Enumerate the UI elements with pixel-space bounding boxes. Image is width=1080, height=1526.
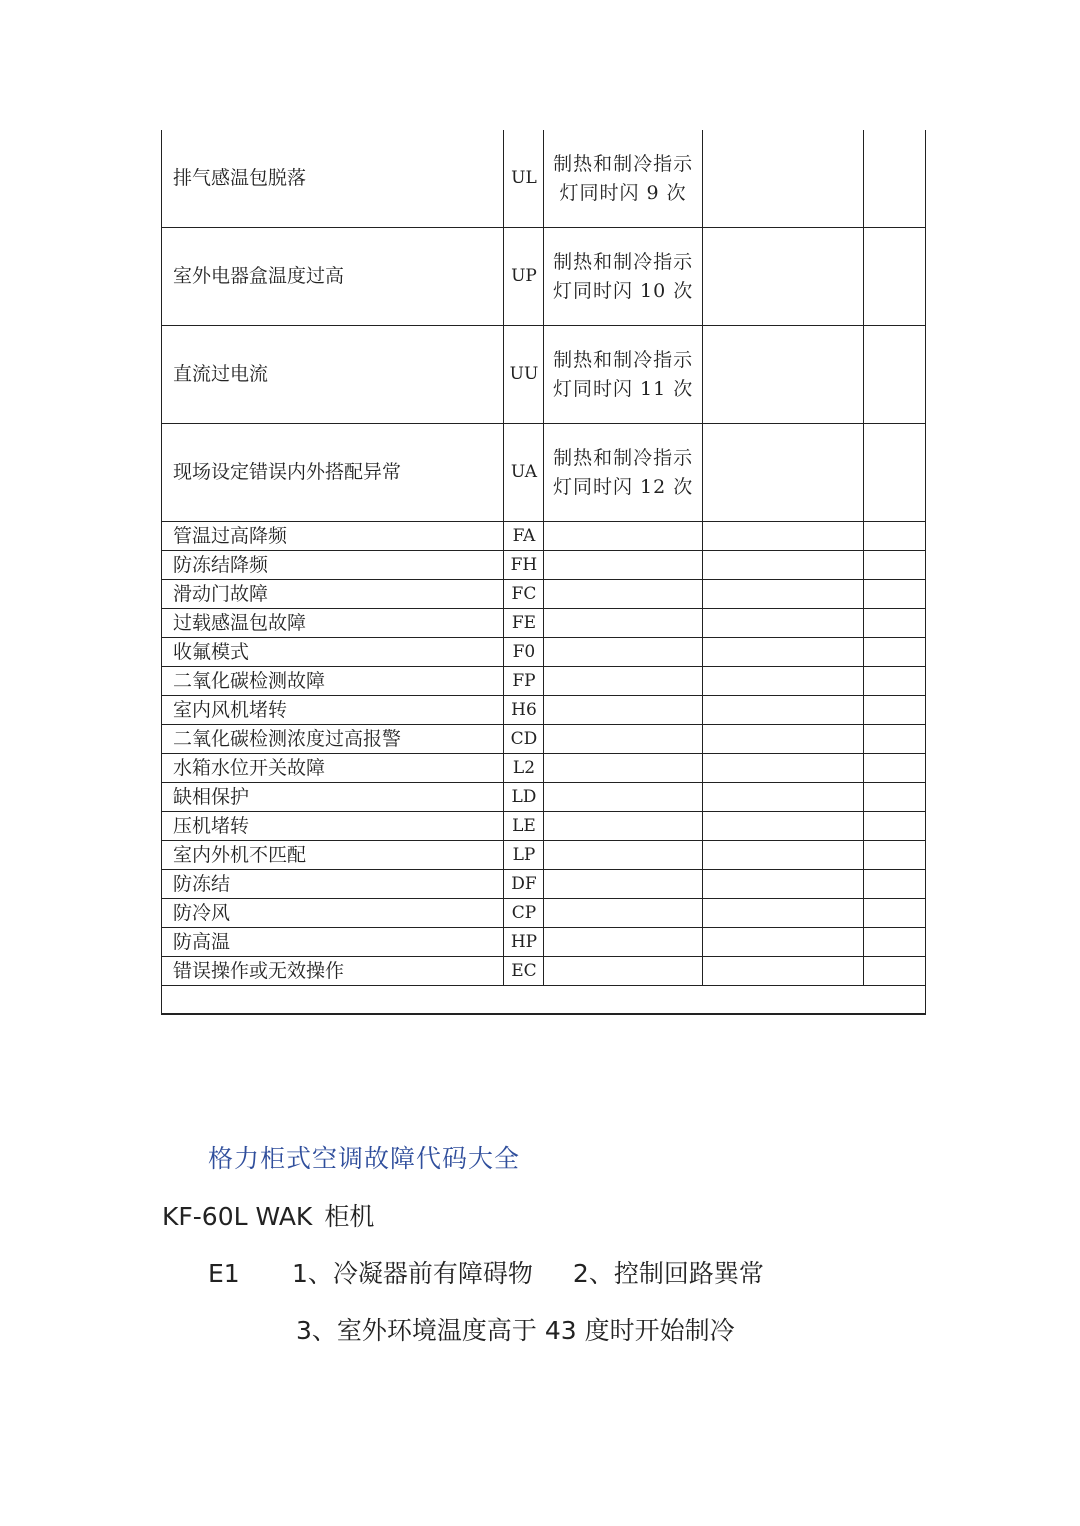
empty-cell — [863, 609, 925, 638]
table-row — [162, 326, 926, 424]
empty-cell — [702, 667, 863, 696]
table-row — [162, 667, 926, 696]
error-code: E1 — [208, 1259, 240, 1288]
empty-cell — [702, 326, 863, 424]
led-indication: 制热和制冷指示灯同时闪 10 次 — [544, 228, 702, 326]
fault-name: 二氧化碳检测浓度过高报警 — [162, 725, 504, 754]
empty-cell — [702, 841, 863, 870]
section-title: 格力柜式空调故障代码大全 — [208, 1144, 521, 1173]
empty-cell — [702, 551, 863, 580]
empty-cell — [863, 326, 925, 424]
empty-cell — [863, 870, 925, 899]
table-row — [162, 609, 926, 638]
empty-cell — [544, 667, 702, 696]
empty-cell — [863, 551, 925, 580]
empty-cell — [702, 609, 863, 638]
fault-code: FP — [504, 667, 544, 696]
empty-cell — [863, 783, 925, 812]
table-row — [162, 841, 926, 870]
fault-code: UU — [504, 326, 544, 424]
error-code-line — [208, 1254, 764, 1290]
fault-name: 排气感温包脱落 — [162, 130, 504, 228]
empty-cell — [544, 696, 702, 725]
cause-2: 2、控制回路巽常 — [572, 1259, 764, 1288]
empty-cell — [702, 870, 863, 899]
table-row — [162, 783, 926, 812]
empty-cell — [863, 522, 925, 551]
empty-cell — [544, 899, 702, 928]
fault-name: 防冷风 — [162, 899, 504, 928]
led-indication: 制热和制冷指示灯同时闪 11 次 — [544, 326, 702, 424]
empty-cell — [702, 812, 863, 841]
fault-code: UP — [504, 228, 544, 326]
table-row — [162, 580, 926, 609]
table-row — [162, 754, 926, 783]
empty-cell — [544, 551, 702, 580]
empty-cell — [702, 228, 863, 326]
empty-cell — [544, 870, 702, 899]
cause-3: 3、室外环境温度高于 43 度时开始制冷 — [296, 1316, 735, 1345]
empty-cell — [702, 638, 863, 667]
cause-1: 1、冷凝器前有障碍物 — [292, 1259, 533, 1288]
empty-cell — [544, 841, 702, 870]
model-name: KF-60L WAK — [162, 1202, 313, 1231]
table-row — [162, 551, 926, 580]
empty-cell — [863, 580, 925, 609]
empty-cell — [863, 957, 925, 986]
table-row — [162, 424, 926, 522]
model-suffix: 柜机 — [324, 1202, 375, 1231]
fault-code: UL — [504, 130, 544, 228]
fault-name: 收氟模式 — [162, 638, 504, 667]
table-row — [162, 228, 926, 326]
empty-cell — [544, 783, 702, 812]
table-row — [162, 957, 926, 986]
fault-name: 直流过电流 — [162, 326, 504, 424]
empty-cell — [544, 957, 702, 986]
fault-name: 防高温 — [162, 928, 504, 957]
empty-cell — [162, 986, 926, 1015]
empty-cell — [544, 754, 702, 783]
led-indication: 制热和制冷指示灯同时闪 9 次 — [544, 130, 702, 228]
fault-name: 现场设定错误内外搭配异常 — [162, 424, 504, 522]
fault-code: LD — [504, 783, 544, 812]
fault-name: 管温过高降频 — [162, 522, 504, 551]
fault-code: H6 — [504, 696, 544, 725]
table-row — [162, 725, 926, 754]
empty-cell — [863, 667, 925, 696]
fault-name: 滑动门故障 — [162, 580, 504, 609]
fault-name: 缺相保护 — [162, 783, 504, 812]
fault-name: 室内风机堵转 — [162, 696, 504, 725]
empty-cell — [544, 609, 702, 638]
fault-code: LE — [504, 812, 544, 841]
empty-cell — [544, 580, 702, 609]
empty-cell — [863, 424, 925, 522]
empty-cell — [702, 522, 863, 551]
table-row — [162, 130, 926, 228]
empty-cell — [702, 957, 863, 986]
empty-cell — [702, 928, 863, 957]
fault-code: CP — [504, 899, 544, 928]
model-line — [162, 1197, 374, 1233]
fault-code: CD — [504, 725, 544, 754]
fault-name: 二氧化碳检测故障 — [162, 667, 504, 696]
fault-name: 室外电器盒温度过高 — [162, 228, 504, 326]
led-indication: 制热和制冷指示灯同时闪 12 次 — [544, 424, 702, 522]
fault-code: FH — [504, 551, 544, 580]
fault-name: 压机堵转 — [162, 812, 504, 841]
empty-cell — [544, 638, 702, 667]
fault-table-body — [162, 130, 926, 1014]
empty-cell — [702, 696, 863, 725]
fault-code: FE — [504, 609, 544, 638]
fault-name: 过载感温包故障 — [162, 609, 504, 638]
empty-cell — [863, 725, 925, 754]
fault-name: 错误操作或无效操作 — [162, 957, 504, 986]
table-row — [162, 638, 926, 667]
table-row — [162, 928, 926, 957]
empty-cell — [702, 580, 863, 609]
empty-cell — [863, 928, 925, 957]
fault-code: L2 — [504, 754, 544, 783]
table-row — [162, 522, 926, 551]
fault-code: LP — [504, 841, 544, 870]
empty-cell — [544, 725, 702, 754]
empty-cell — [863, 130, 925, 228]
empty-cell — [544, 812, 702, 841]
fault-name: 防冻结 — [162, 870, 504, 899]
fault-code-table — [161, 130, 926, 1015]
empty-cell — [863, 228, 925, 326]
empty-cell — [863, 812, 925, 841]
empty-cell — [702, 725, 863, 754]
fault-name: 水箱水位开关故障 — [162, 754, 504, 783]
empty-cell — [702, 899, 863, 928]
empty-cell — [863, 638, 925, 667]
fault-code: UA — [504, 424, 544, 522]
empty-cell — [863, 899, 925, 928]
fault-code: F0 — [504, 638, 544, 667]
fault-code: FA — [504, 522, 544, 551]
fault-name: 防冻结降频 — [162, 551, 504, 580]
fault-code: FC — [504, 580, 544, 609]
empty-cell — [702, 424, 863, 522]
empty-cell — [863, 841, 925, 870]
empty-cell — [702, 754, 863, 783]
fault-code: EC — [504, 957, 544, 986]
table-empty-row — [162, 986, 926, 1015]
fault-code: HP — [504, 928, 544, 957]
fault-name: 室内外机不匹配 — [162, 841, 504, 870]
table-row — [162, 899, 926, 928]
table-row — [162, 812, 926, 841]
table-row — [162, 696, 926, 725]
empty-cell — [544, 928, 702, 957]
empty-cell — [863, 754, 925, 783]
fault-code: DF — [504, 870, 544, 899]
empty-cell — [863, 696, 925, 725]
table-row — [162, 870, 926, 899]
empty-cell — [702, 783, 863, 812]
empty-cell — [702, 130, 863, 228]
empty-cell — [544, 522, 702, 551]
